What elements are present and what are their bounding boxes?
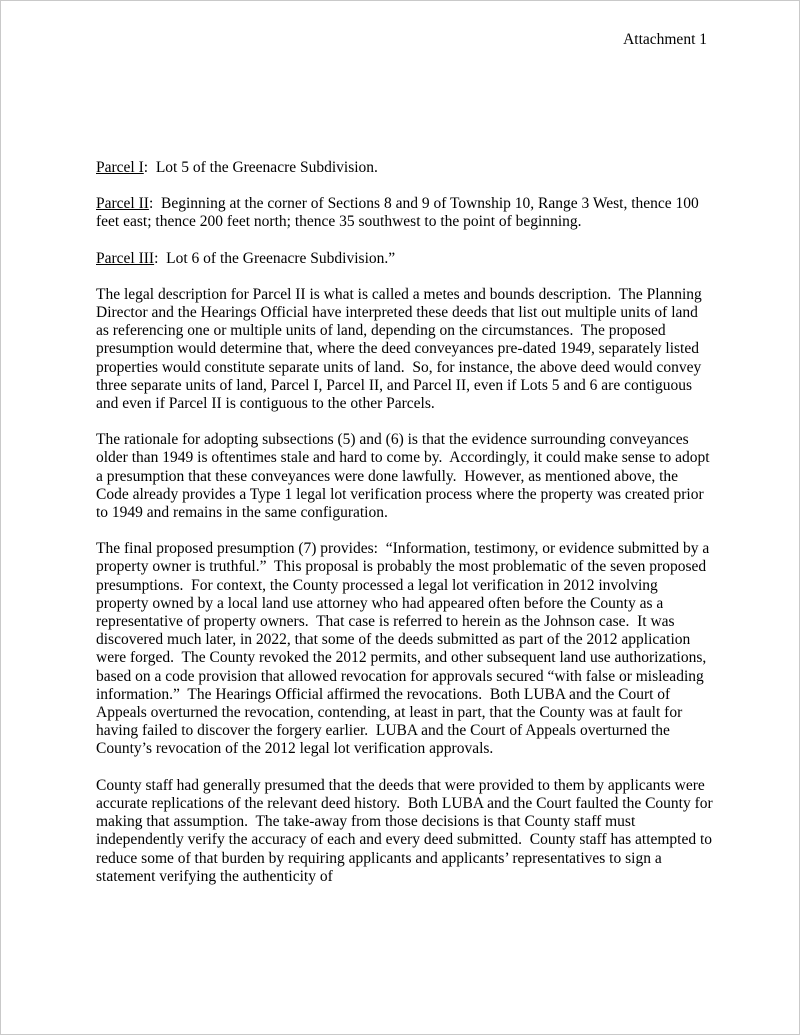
parcel-3-text: : Lot 6 of the Greenacre Subdivision.” bbox=[154, 249, 396, 267]
parcel-entry-3 bbox=[96, 250, 714, 268]
attachment-label: Attachment 1 bbox=[623, 31, 707, 48]
parcel-3-label: Parcel III bbox=[96, 249, 155, 267]
parcel-2-text: : Beginning at the corner of Sections 8 and 9 of Township 10, Range 3 West, thence 100 feet east; thence 200 feet north; thence 35 southwest to the point of beginning. bbox=[96, 195, 703, 231]
document-body bbox=[96, 159, 717, 904]
parcel-2-label: Parcel II bbox=[96, 195, 149, 213]
parcel-entry-2 bbox=[96, 195, 714, 231]
body-paragraph-2: The rationale for adopting subsections (5) and (6) is that the evidence surrounding conveyances older than 1949 is oftentimes stale and hard to come by. Accordingly, it could make sense to adopt a presumption that these conveyances were done lawfully. However, as mentioned above, the Code already provides a Type 1 legal lot verification process where the property was created prior to 1949 and remains in the same configuration. bbox=[96, 431, 714, 522]
body-paragraph-4: County staff had generally presumed that the deeds that were provided to them by applicants were accurate replications of the relevant deed history. Both LUBA and the Court faulted the County for making that assumption. The take-away from those decisions is that County staff must independently verify the accuracy of each and every deed submitted. County staff has attempted to reduce some of that burden by requiring applicants and applicants’ representatives to sign a statement verifying the authenticity of bbox=[96, 776, 717, 885]
body-paragraph-1: The legal description for Parcel II is what is called a metes and bounds description. The Planning Director and the Hearings Official have interpreted these deeds that list out multiple units of land as referencing one or multiple units of land, depending on the circumstances. The proposed presumption would determine that, where the deed conveyances pre-dated 1949, separately listed properties would constitute separate units of land. So, for instance, the above deed would convey three separate units of land, Parcel I, Parcel II, and Parcel II, even if Lots 5 and 6 are contiguous and even if Parcel II is contiguous to the other Parcels. bbox=[96, 285, 706, 413]
parcel-entry-1 bbox=[96, 159, 714, 177]
body-paragraph-3: The final proposed presumption (7) provides: “Information, testimony, or evidence submitted by a property owner is truthful.” This proposal is probably the most problematic of the seven proposed presumptions. For context, the County processed a legal lot verification in 2012 involving property owned by a local land use attorney who had appeared often before the County as a representative of property owners. That case is referred to herein as the Johnson case. It was discovered much later, in 2022, that some of the deeds submitted as part of the 2012 application were forged. The County revoked the 2012 permits, and other subsequent land use authorizations, based on a code provision that allowed revocation for approvals secured “with false or misleading information.” The Hearings Official affirmed the revocations. Both LUBA and the Court of Appeals overturned the revocation, contending, at least in part, that the County was at fault for having failed to discover the forgery earlier. LUBA and the Court of Appeals overturned the County’s revocation of the 2012 legal lot verification approvals. bbox=[96, 540, 714, 758]
parcel-1-label: Parcel I bbox=[96, 159, 144, 176]
parcel-1-text: : Lot 5 of the Greenacre Subdivision. bbox=[143, 159, 378, 176]
